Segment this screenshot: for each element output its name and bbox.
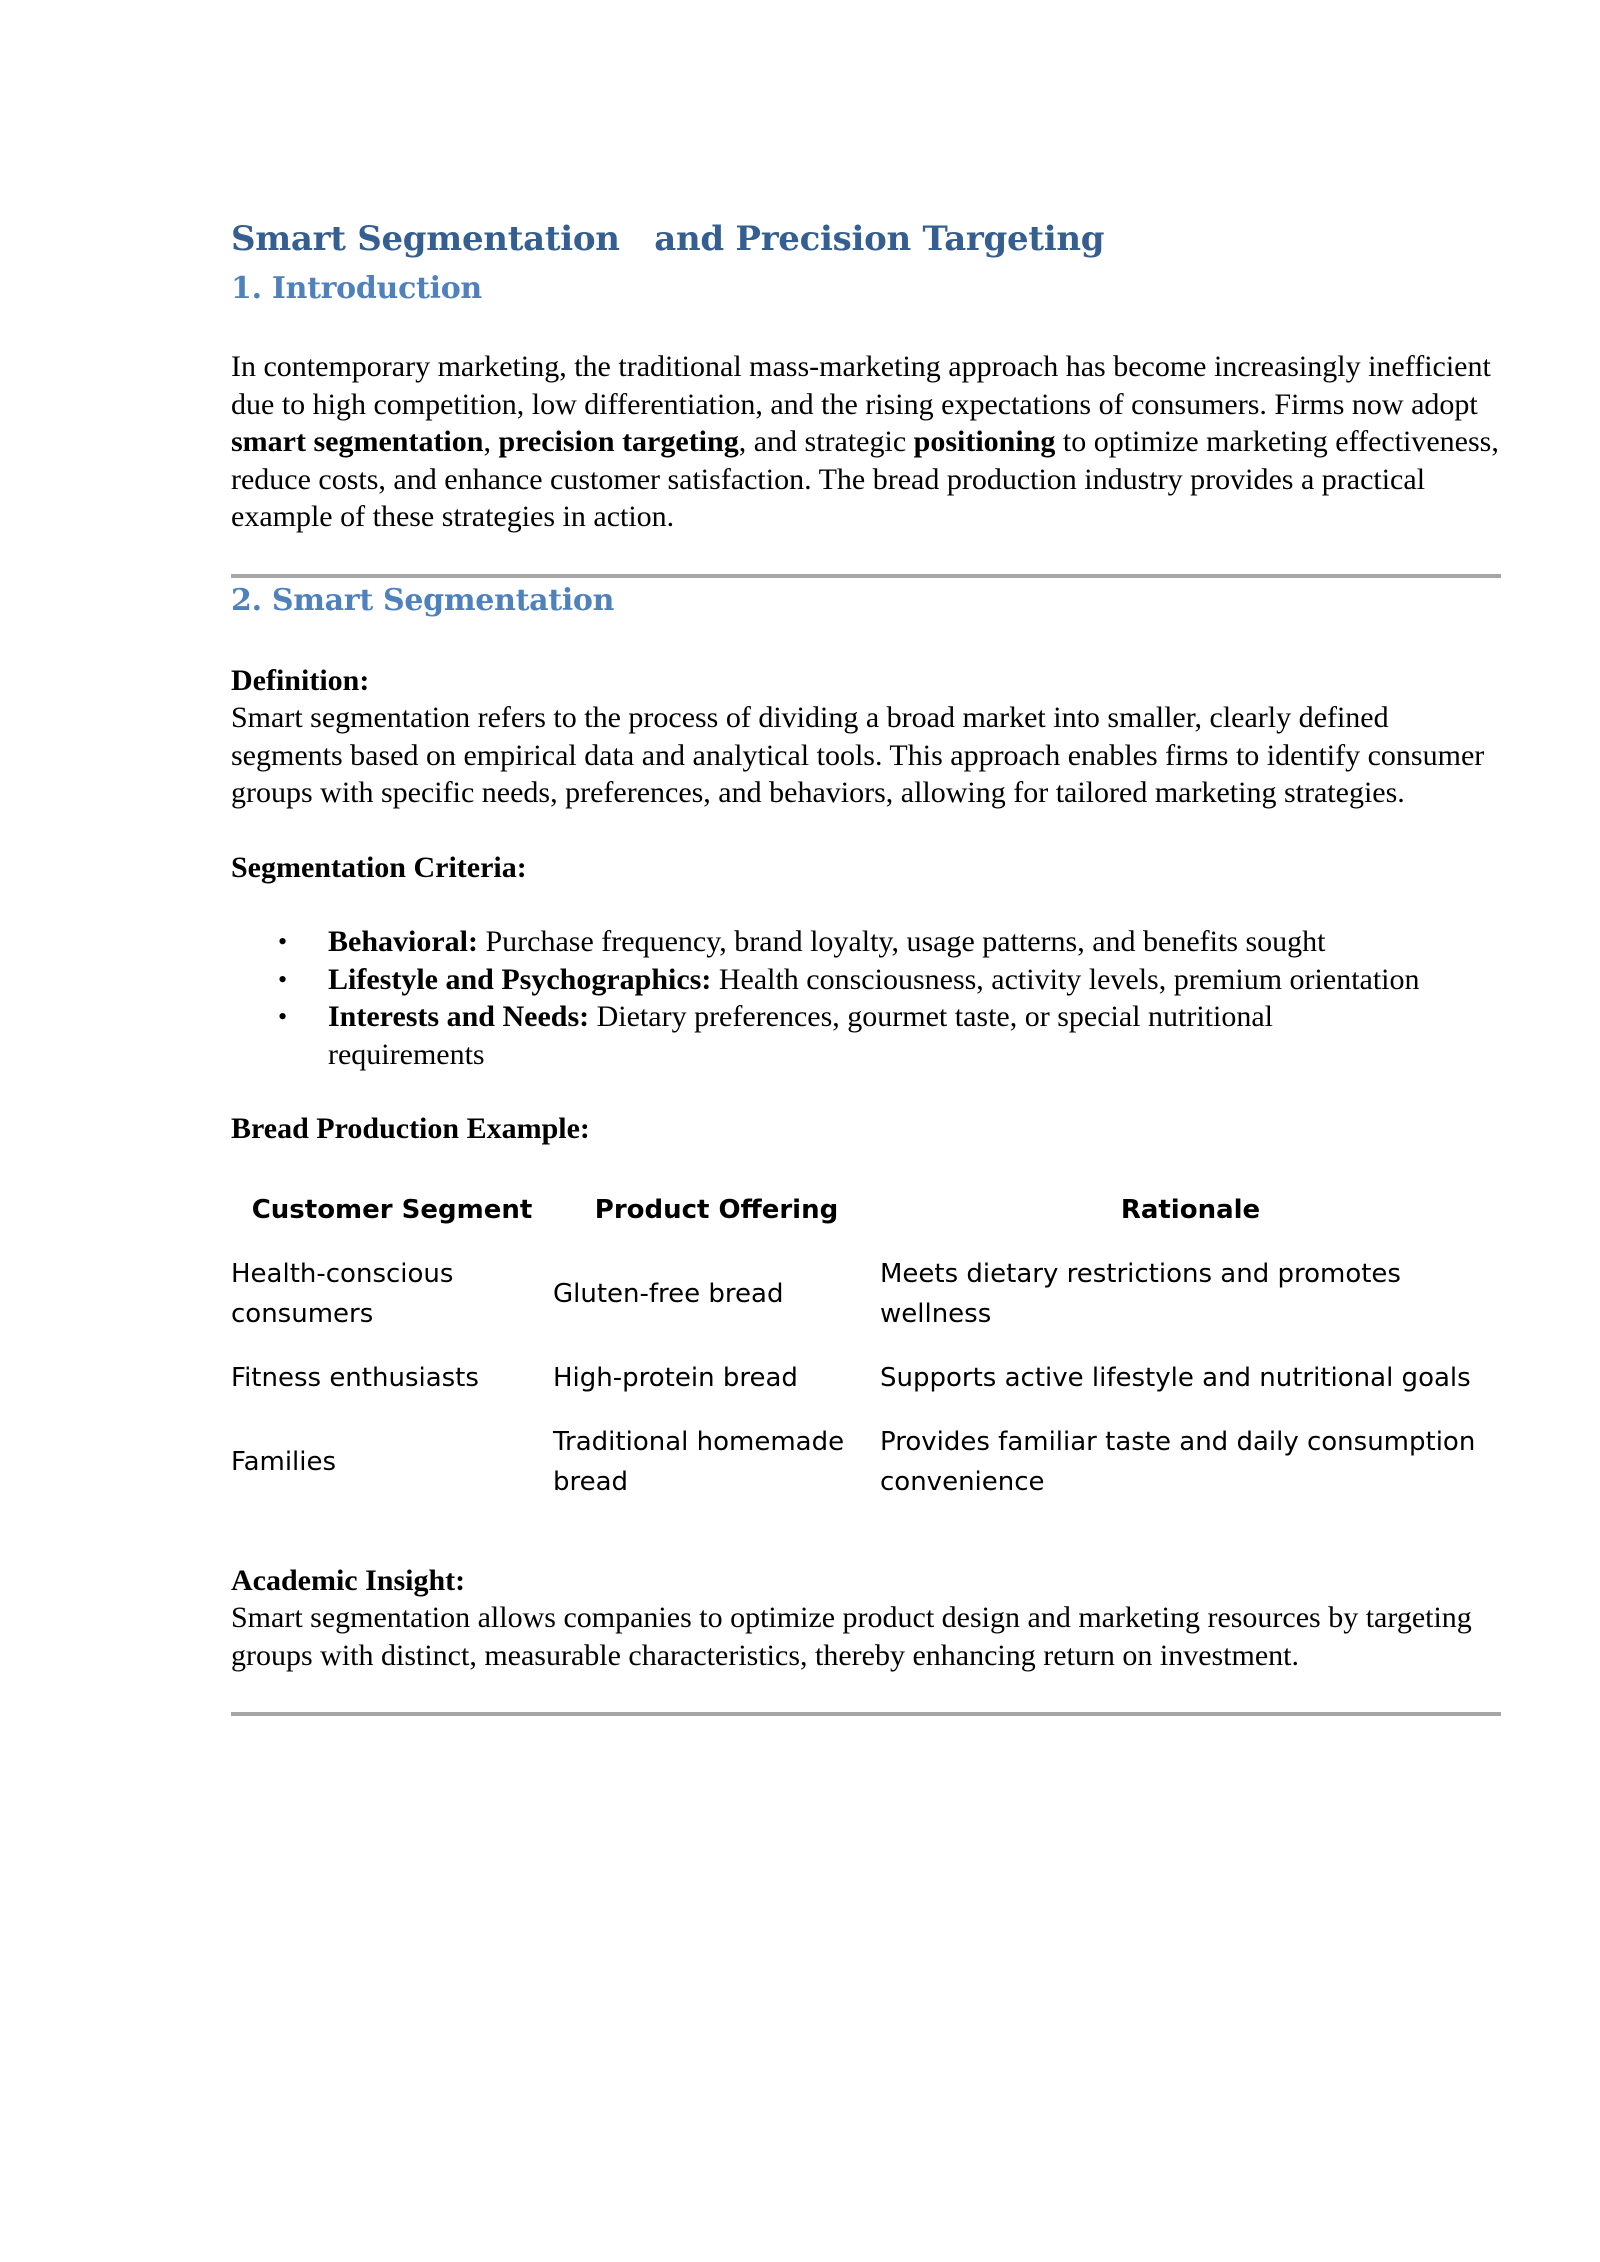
section-divider (231, 1712, 1501, 1716)
definition-label: Definition: (231, 663, 370, 697)
table-cell: Traditional homemade bread (553, 1426, 845, 1497)
criteria-text: Health consciousness, activity levels, premium orientation (711, 962, 1420, 996)
intro-text-2: , (483, 425, 499, 458)
criteria-term: Lifestyle and Psychographics: (328, 962, 712, 996)
introduction-heading: 1. Introduction (231, 271, 482, 306)
list-item (278, 961, 1428, 999)
table-cell: High-protein bread (553, 1362, 798, 1393)
table-cell: Provides familiar taste and daily consumption convenience (880, 1426, 1476, 1497)
introduction-paragraph (231, 348, 1501, 536)
academic-insight-label: Academic Insight: (231, 1563, 466, 1597)
bread-production-table (231, 1180, 1501, 1514)
intro-text-1: In contemporary marketing, the traditional mass-marketing approach has become increasingly inefficient due to high competition, low differentiation, and the rising expectations of consumers. Firms now adopt (231, 350, 1491, 421)
column-header-customer-segment: Customer Segment (251, 1194, 533, 1225)
bullet-icon: • (278, 1002, 288, 1031)
table-cell: Gluten-free bread (553, 1278, 784, 1309)
bread-example-label: Bread Production Example: (231, 1112, 590, 1145)
table-cell: Meets dietary restrictions and promotes wellness (880, 1258, 1401, 1329)
intro-bold-precision-targeting: precision targeting (498, 425, 739, 458)
document-body (231, 212, 1501, 1716)
intro-text-4: to optimize marketing effectiveness, reduce costs, and enhance customer satisfaction. The bread production industry provides a practical example of these strategies in action. (231, 425, 1499, 533)
table-cell: Fitness enthusiasts (231, 1362, 479, 1393)
table-cell: Health-conscious consumers (231, 1258, 454, 1329)
academic-insight-paragraph: Smart segmentation allows companies to optimize product design and marketing resources by targeting groups with distinct, measurable characteristics, thereby enhancing return on investment. (231, 1601, 1472, 1672)
bullet-icon: • (278, 927, 288, 956)
criteria-term: Behavioral: (328, 925, 478, 958)
intro-bold-smart-segmentation: smart segmentation (231, 425, 484, 458)
column-header-rationale: Rationale (1120, 1194, 1261, 1225)
criteria-text: Purchase frequency, brand loyalty, usage patterns, and benefits sought (478, 925, 1326, 958)
table-row (231, 1346, 1501, 1410)
intro-bold-positioning: positioning (913, 425, 1056, 458)
table-row (231, 1410, 1501, 1514)
list-item (278, 998, 1428, 1073)
criteria-list (231, 923, 1428, 1073)
definition-paragraph: Smart segmentation refers to the process of dividing a broad market into smaller, clearly defined segments based on empirical data and analytical tools. This approach enables firms to identify consumer groups with specific needs, preferences, and behaviors, allowing for tailored marketing strategies. (231, 701, 1485, 809)
table-row (231, 1242, 1501, 1346)
column-header-product-offering: Product Offering (594, 1194, 839, 1225)
table-header-row (231, 1180, 1501, 1242)
bullet-icon: • (278, 964, 288, 994)
segmentation-criteria-label: Segmentation Criteria: (231, 850, 527, 884)
document-title: Smart Segmentation and Precision Targeting (231, 219, 1105, 259)
criteria-term: Interests and Needs: (328, 1000, 590, 1033)
intro-text-3: , and strategic (738, 425, 914, 458)
table-cell: Families (231, 1446, 337, 1477)
list-item (278, 923, 1428, 961)
criteria-text: Dietary preferences, gourmet taste, or special nutritional requirements (328, 1000, 1274, 1071)
table-cell: Supports active lifestyle and nutritional goals (880, 1362, 1471, 1393)
smart-segmentation-heading: 2. Smart Segmentation (231, 582, 615, 618)
